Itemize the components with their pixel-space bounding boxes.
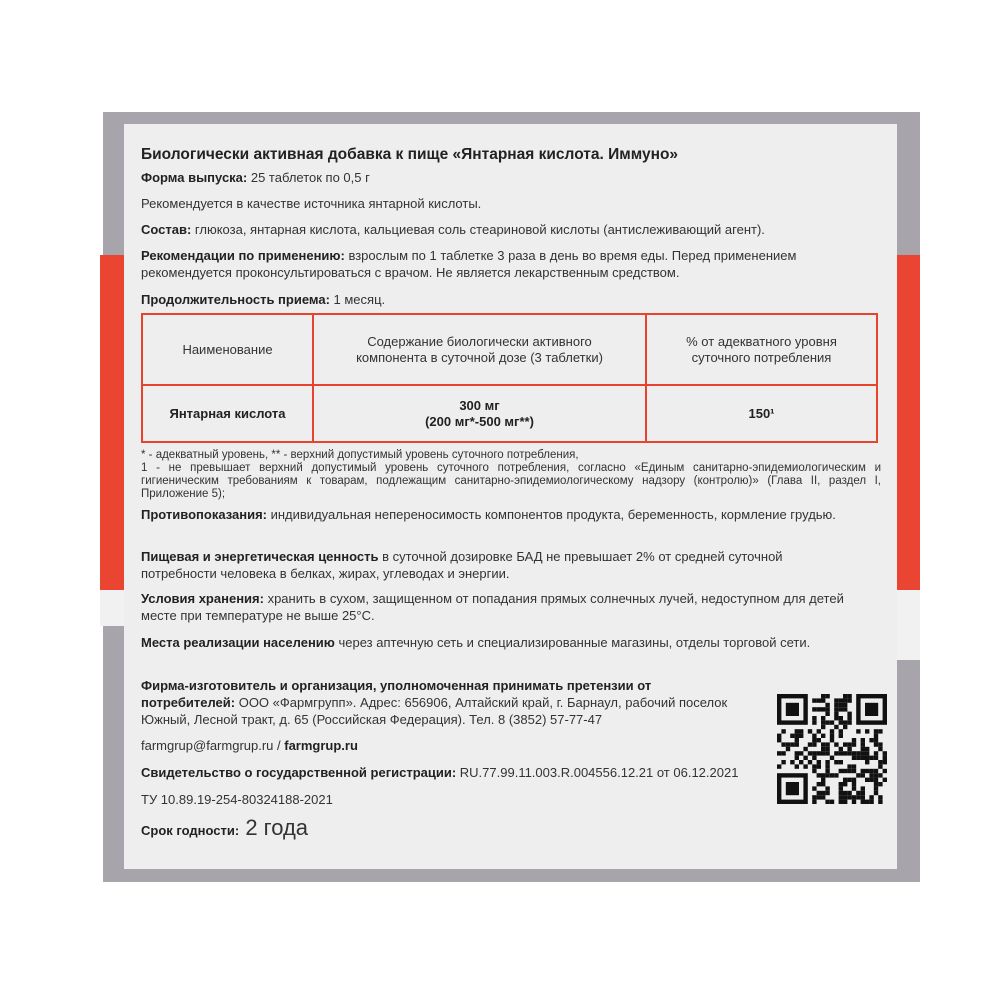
contacts-line <box>141 737 358 754</box>
usage-line: Рекомендации по применению: взрослым по 1 таблетке 3 раза в день во время еды. Перед применением рекомендуется проконсультироваться с врачом. Не является лекарственным средством. <box>141 248 797 280</box>
tu-line: ТУ 10.89.19-254-80324188-2021 <box>141 792 333 807</box>
maker-line: Фирма-изготовитель и организация, уполномоченная принимать претензии от потребителей: ООО «Фармгрупп». Адрес: 656906, Алтайский край, г. Барнаул, рабочий поселок Южный, Лесной тракт, д. 65 (Российская Федерация). Тел. 8 (3852) 57-77-47 <box>141 678 728 727</box>
duration-line: Продолжительность приема: 1 месяц. <box>141 292 386 307</box>
sales-line: Места реализации населению через аптечную сеть и специализированные магазины, отделы торговой сети. <box>141 635 811 650</box>
cell-percent: 150¹ <box>646 385 877 442</box>
white-band-left <box>100 590 124 626</box>
cell-name: Янтарная кислота <box>142 385 313 442</box>
header-percent: % от адекватного уровня суточного потребления <box>646 314 877 385</box>
header-name: Наименование <box>142 314 313 385</box>
contra-line: Противопоказания: индивидуальная непереносимость компонентов продукта, беременность, кормление грудью. <box>141 507 836 522</box>
red-stripe-left <box>100 255 124 590</box>
header-content: Содержание биологически активного компонента в суточной дозе (3 таблетки) <box>313 314 646 385</box>
nutrition-line: Пищевая и энергетическая ценность в суточной дозировке БАД не превышает 2% от средней суточной потребности человека в белках, жирах, углеводах и энергии. <box>141 549 783 581</box>
footnote-1: * - адекватный уровень, ** - верхний допустимый уровень суточного потребления, <box>141 449 579 461</box>
shelf-life-line: Срок годности: 2 года <box>141 815 309 840</box>
composition-line: Состав: глюкоза, янтарная кислота, кальциевая соль стеариновой кислоты (антислеживающий агент). <box>141 222 765 237</box>
footnote-2: 1 - не превышает верхний допустимый уровень суточного потребления, согласно «Единым санитарно-эпидемиологическим и гигиеническим требованиям к товарам, подлежащим санитарно-эпидемиологическому надзору (контролю)» (Глава II, раздел I, Приложение 5); <box>141 462 881 500</box>
product-title: Биологически активная добавка к пище «Янтарная кислота. Иммуно» <box>141 146 679 163</box>
form-line: Форма выпуска: 25 таблеток по 0,5 г <box>141 170 370 185</box>
storage-line: Условия хранения: хранить в сухом, защищенном от попадания прямых солнечных лучей, недоступном для детей месте при температуре не выше 25°C. <box>141 591 844 623</box>
white-band-right <box>897 590 920 660</box>
nutrient-table <box>141 313 878 443</box>
red-stripe-right <box>897 255 920 590</box>
cell-amount: 300 мг (200 мг*-500 мг**) <box>313 385 646 442</box>
email-link[interactable]: farmgrup@farmgrup.ru / <box>141 738 285 753</box>
site-link[interactable]: farmgrup.ru <box>284 738 358 753</box>
qr-code-icon <box>777 694 887 804</box>
recommended-line: Рекомендуется в качестве источника янтарной кислоты. <box>141 196 482 211</box>
registration-line: Свидетельство о государственной регистрации: RU.77.99.11.003.R.004556.12.21 от 06.12.2021 <box>141 765 739 780</box>
